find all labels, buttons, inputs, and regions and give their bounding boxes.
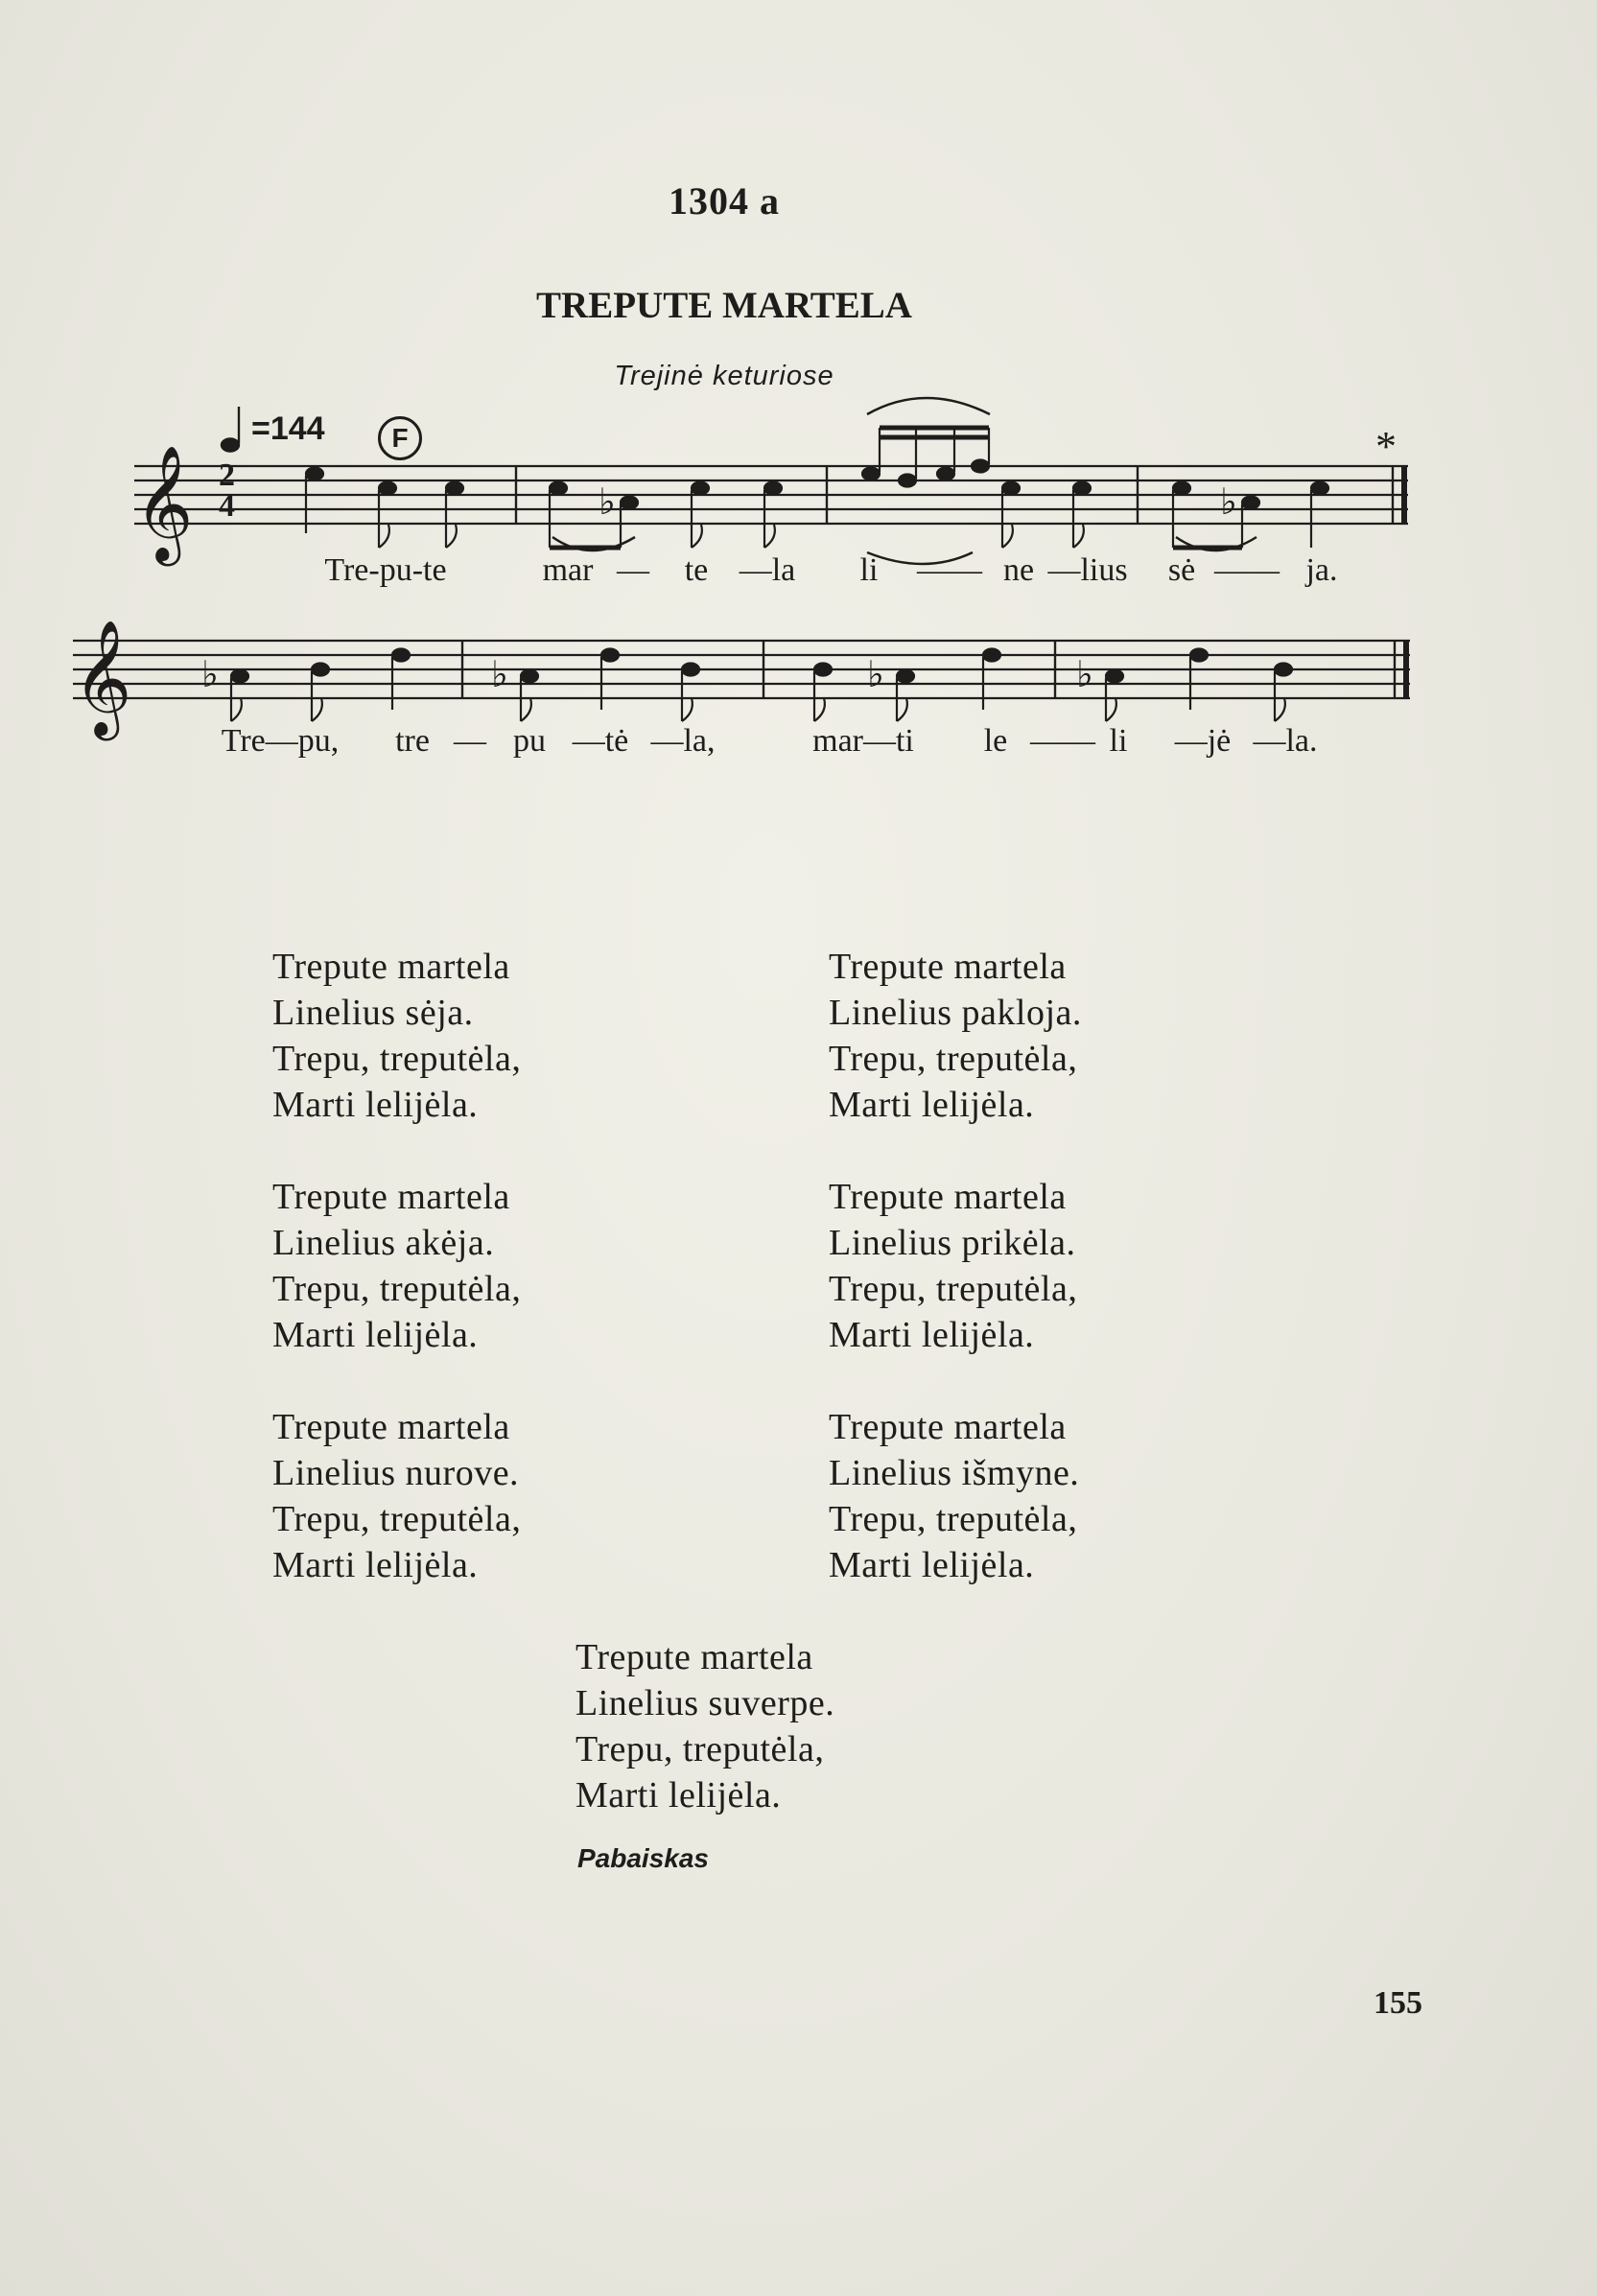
verse-line: Marti lelijėla. (272, 1085, 479, 1125)
verse-line: Trepu, treputėla, (272, 1499, 522, 1539)
verse-line: Marti lelijėla. (829, 1085, 1035, 1125)
verse-5 (272, 1404, 521, 1588)
time-signature (219, 457, 235, 524)
verse-3 (272, 1174, 521, 1358)
note (764, 482, 782, 495)
lyric-syllable: —la (739, 552, 796, 588)
note (862, 468, 880, 480)
note (306, 468, 323, 480)
lyric-syllable: mar (542, 552, 594, 588)
lyric-syllable: tre (395, 723, 430, 759)
treble-clef-icon: 𝄞 (134, 444, 194, 561)
verse-line: Trepu, treputėla, (575, 1729, 825, 1769)
notes-line-1 (306, 428, 1328, 548)
note (1275, 664, 1292, 676)
note (972, 460, 989, 473)
lyric-syllable: li (859, 552, 879, 588)
flat-icon: ♭ (201, 653, 219, 695)
note (312, 664, 329, 676)
notes-line-2 (231, 649, 1292, 722)
verse-line: Linelius nurove. (272, 1453, 520, 1493)
lyric-syllable: —— (1214, 552, 1280, 588)
verse-line: Trepute martela (829, 1177, 1067, 1217)
lyric-syllable: le (983, 723, 1008, 759)
lyric-syllable: — (454, 723, 486, 759)
music-staff (0, 0, 1597, 767)
note (392, 649, 410, 662)
note (521, 670, 538, 683)
time-signature-bottom: 4 (219, 488, 235, 524)
note (1073, 482, 1091, 495)
lyric-syllable: Tre—pu, (221, 723, 340, 759)
note (446, 482, 463, 495)
flat-icon: ♭ (599, 480, 616, 523)
ending-label: Pabaiskas (577, 1843, 709, 1873)
flat-icon: ♭ (1076, 653, 1093, 695)
note (601, 649, 619, 662)
verse-line: Marti lelijėla. (272, 1545, 479, 1585)
verse-line: Linelius akėja. (272, 1223, 495, 1263)
note (1173, 482, 1190, 495)
dance-mark: F (378, 416, 422, 460)
note (621, 497, 638, 509)
verse-line: Trepu, treputėla, (829, 1499, 1078, 1539)
note (1311, 482, 1328, 495)
note (983, 649, 1000, 662)
verse-line: Marti lelijėla. (829, 1315, 1035, 1355)
verse-line: Marti lelijėla. (272, 1315, 479, 1355)
lyric-syllable: —tė (572, 723, 629, 759)
verse-7 (575, 1634, 834, 1818)
note (897, 670, 914, 683)
verse-line: Trepute martela (829, 1407, 1067, 1447)
flat-icon: ♭ (867, 653, 884, 695)
treble-clef-icon: 𝄞 (73, 619, 132, 736)
end-mark: * (1375, 423, 1397, 470)
note (1002, 482, 1020, 495)
verse-4 (829, 1174, 1077, 1358)
note (231, 670, 248, 683)
note (692, 482, 709, 495)
verse-line: Trepu, treputėla, (272, 1039, 522, 1079)
note (937, 468, 954, 480)
lyric-syllable: li (1109, 723, 1128, 759)
verse-2 (829, 944, 1082, 1128)
note (550, 482, 567, 495)
note (682, 664, 699, 676)
lyric-syllable: — (617, 552, 649, 588)
verse-line: Marti lelijėla. (575, 1775, 782, 1816)
lyric-syllable: —lius (1047, 552, 1128, 588)
song-number: 1304 a (669, 179, 780, 223)
lyric-syllable: —la, (650, 723, 716, 759)
verse-line: Linelius pakloja. (829, 993, 1082, 1033)
lyric-syllable: te (684, 552, 709, 588)
verse-line: Trepute martela (272, 1407, 510, 1447)
note (899, 475, 916, 487)
time-signature-top: 2 (219, 457, 235, 493)
flat-icon: ♭ (1220, 480, 1237, 523)
note (814, 664, 832, 676)
lyric-syllable: mar—ti (812, 723, 914, 759)
lyric-syllable: —— (1030, 723, 1095, 759)
note (1106, 670, 1123, 683)
verse-line: Trepu, treputėla, (272, 1269, 522, 1309)
song-title: TREPUTE MARTELA (536, 285, 912, 326)
note (379, 482, 396, 495)
lyric-syllable: sė (1167, 552, 1196, 588)
verse-line: Trepute martela (272, 947, 510, 987)
lyric-syllable: Tre-pu-te (324, 552, 447, 588)
verse-line: Trepute martela (829, 947, 1067, 987)
verse-line: Linelius prikėla. (829, 1223, 1076, 1263)
note (1242, 497, 1259, 509)
verse-line: Linelius išmyne. (829, 1453, 1080, 1493)
lyric-syllable: ne (1002, 552, 1035, 588)
quarter-note-icon (222, 407, 239, 452)
tempo-marking: =144 (251, 410, 325, 447)
flat-icon: ♭ (491, 653, 508, 695)
staff-lines-line-2 (73, 641, 1410, 698)
verse-6 (829, 1404, 1079, 1588)
lyric-syllable: —jė (1174, 723, 1232, 759)
verse-line: Linelius suverpe. (575, 1683, 835, 1723)
lyric-syllable: pu (513, 723, 546, 759)
verse-line: Trepu, treputėla, (829, 1269, 1078, 1309)
note (1190, 649, 1208, 662)
verse-line: Marti lelijėla. (829, 1545, 1035, 1585)
page-number: 155 (1374, 1985, 1422, 2021)
verse-line: Trepute martela (272, 1177, 510, 1217)
verse-line: Trepute martela (575, 1637, 813, 1677)
verse-1 (272, 944, 521, 1128)
song-subtitle: Trejinė keturiose (614, 361, 834, 391)
verse-line: Trepu, treputėla, (829, 1039, 1078, 1079)
lyric-syllable: —la. (1253, 723, 1318, 759)
lyric-syllable: —— (917, 552, 982, 588)
verse-line: Linelius sėja. (272, 993, 474, 1033)
lyric-syllable: ja. (1305, 552, 1338, 588)
